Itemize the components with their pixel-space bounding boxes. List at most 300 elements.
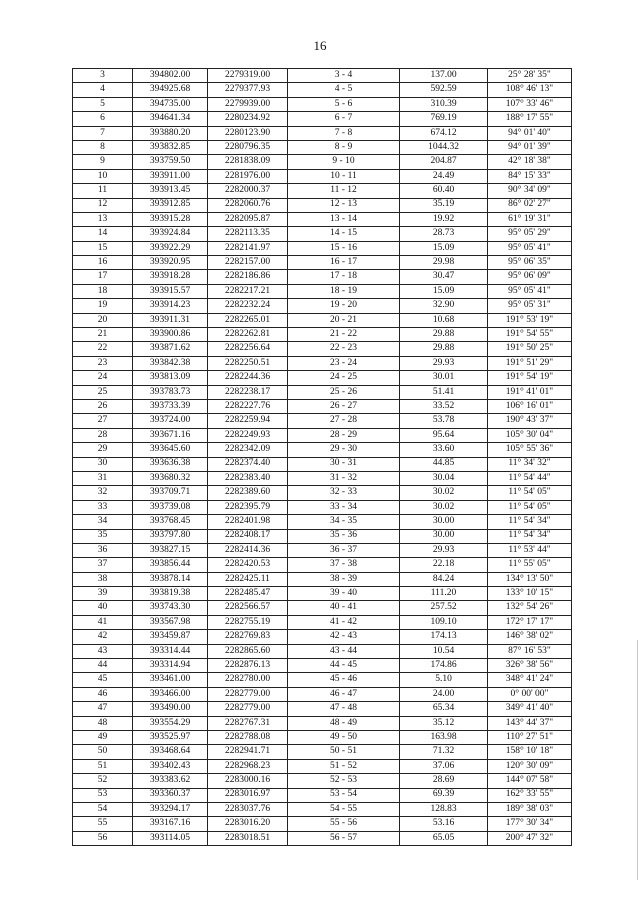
point-number-cell: 42 [73, 630, 133, 644]
table-row [73, 774, 572, 788]
table-row [73, 659, 572, 673]
point-number-cell: 40 [73, 601, 133, 615]
table-row [73, 198, 572, 212]
x-coordinate-cell: 393709.71 [133, 486, 208, 500]
bearing-cell: 348° 41' 24" [488, 673, 572, 687]
y-coordinate-cell: 2282262.81 [208, 328, 288, 342]
point-number-cell: 51 [73, 759, 133, 773]
bearing-cell: 105° 55' 36" [488, 443, 572, 457]
segment-cell: 17 - 18 [288, 270, 400, 284]
x-coordinate-cell: 393294.17 [133, 802, 208, 816]
segment-cell: 55 - 56 [288, 817, 400, 831]
bearing-cell: 349° 41' 40" [488, 702, 572, 716]
x-coordinate-cell: 393360.37 [133, 788, 208, 802]
table-row [73, 328, 572, 342]
table-row [73, 385, 572, 399]
bearing-cell: 107° 33' 46" [488, 97, 572, 111]
x-coordinate-cell: 393167.16 [133, 817, 208, 831]
segment-cell: 11 - 12 [288, 184, 400, 198]
point-number-cell: 53 [73, 788, 133, 802]
bearing-cell: 144° 07' 58" [488, 774, 572, 788]
x-coordinate-cell: 393114.05 [133, 831, 208, 845]
segment-cell: 13 - 14 [288, 212, 400, 226]
point-number-cell: 25 [73, 385, 133, 399]
bearing-cell: 326° 38' 56" [488, 659, 572, 673]
point-number-cell: 22 [73, 342, 133, 356]
distance-cell: 163.98 [400, 730, 488, 744]
point-number-cell: 50 [73, 745, 133, 759]
y-coordinate-cell: 2283037.76 [208, 802, 288, 816]
distance-cell: 30.00 [400, 529, 488, 543]
x-coordinate-cell: 393914.23 [133, 299, 208, 313]
point-number-cell: 7 [73, 126, 133, 140]
segment-cell: 43 - 44 [288, 644, 400, 658]
y-coordinate-cell: 2281838.09 [208, 155, 288, 169]
table-row [73, 730, 572, 744]
table-row [73, 126, 572, 140]
segment-cell: 54 - 55 [288, 802, 400, 816]
point-number-cell: 23 [73, 356, 133, 370]
x-coordinate-cell: 393724.00 [133, 414, 208, 428]
point-number-cell: 4 [73, 83, 133, 97]
table-row [73, 155, 572, 169]
distance-cell: 44.85 [400, 457, 488, 471]
distance-cell: 29.93 [400, 543, 488, 557]
point-number-cell: 5 [73, 97, 133, 111]
segment-cell: 45 - 46 [288, 673, 400, 687]
table-row [73, 399, 572, 413]
y-coordinate-cell: 2282095.87 [208, 212, 288, 226]
point-number-cell: 32 [73, 486, 133, 500]
point-number-cell: 34 [73, 515, 133, 529]
point-number-cell: 55 [73, 817, 133, 831]
page-number: 16 [313, 38, 327, 53]
point-number-cell: 36 [73, 543, 133, 557]
bearing-cell: 177° 30' 34" [488, 817, 572, 831]
segment-cell: 31 - 32 [288, 471, 400, 485]
x-coordinate-cell: 393525.97 [133, 730, 208, 744]
point-number-cell: 35 [73, 529, 133, 543]
point-number-cell: 48 [73, 716, 133, 730]
segment-cell: 6 - 7 [288, 112, 400, 126]
distance-cell: 30.04 [400, 471, 488, 485]
distance-cell: 30.01 [400, 371, 488, 385]
y-coordinate-cell: 2282000.37 [208, 184, 288, 198]
segment-cell: 3 - 4 [288, 69, 400, 83]
x-coordinate-cell: 393913.45 [133, 184, 208, 198]
x-coordinate-cell: 393856.44 [133, 558, 208, 572]
bearing-cell: 94° 01' 39" [488, 140, 572, 154]
point-number-cell: 44 [73, 659, 133, 673]
distance-cell: 111.20 [400, 587, 488, 601]
distance-cell: 84.24 [400, 572, 488, 586]
y-coordinate-cell: 2282060.76 [208, 198, 288, 212]
table-row [73, 500, 572, 514]
point-number-cell: 45 [73, 673, 133, 687]
x-coordinate-cell: 393645.60 [133, 443, 208, 457]
table-row [73, 702, 572, 716]
table-row [73, 471, 572, 485]
bearing-cell: 132° 54' 26" [488, 601, 572, 615]
distance-cell: 65.05 [400, 831, 488, 845]
segment-cell: 5 - 6 [288, 97, 400, 111]
x-coordinate-cell: 393827.15 [133, 543, 208, 557]
point-number-cell: 8 [73, 140, 133, 154]
bearing-cell: 11° 55' 05" [488, 558, 572, 572]
table-row [73, 457, 572, 471]
bearing-cell: 158° 10' 18" [488, 745, 572, 759]
y-coordinate-cell: 2282425.11 [208, 572, 288, 586]
table-row [73, 802, 572, 816]
point-number-cell: 28 [73, 428, 133, 442]
table-row [73, 112, 572, 126]
y-coordinate-cell: 2282780.00 [208, 673, 288, 687]
y-coordinate-cell: 2282383.40 [208, 471, 288, 485]
x-coordinate-cell: 393466.00 [133, 687, 208, 701]
distance-cell: 592.59 [400, 83, 488, 97]
point-number-cell: 49 [73, 730, 133, 744]
x-coordinate-cell: 393842.38 [133, 356, 208, 370]
distance-cell: 33.52 [400, 399, 488, 413]
y-coordinate-cell: 2282420.53 [208, 558, 288, 572]
x-coordinate-cell: 393832.85 [133, 140, 208, 154]
x-coordinate-cell: 393880.20 [133, 126, 208, 140]
x-coordinate-cell: 393871.62 [133, 342, 208, 356]
segment-cell: 28 - 29 [288, 428, 400, 442]
x-coordinate-cell: 393567.98 [133, 615, 208, 629]
segment-cell: 47 - 48 [288, 702, 400, 716]
distance-cell: 65.34 [400, 702, 488, 716]
y-coordinate-cell: 2280234.92 [208, 112, 288, 126]
segment-cell: 20 - 21 [288, 313, 400, 327]
x-coordinate-cell: 393680.32 [133, 471, 208, 485]
distance-cell: 10.68 [400, 313, 488, 327]
x-coordinate-cell: 393813.09 [133, 371, 208, 385]
point-number-cell: 39 [73, 587, 133, 601]
x-coordinate-cell: 393461.00 [133, 673, 208, 687]
bearing-cell: 11° 34' 32" [488, 457, 572, 471]
bearing-cell: 94° 01' 40" [488, 126, 572, 140]
bearing-cell: 95° 05' 41" [488, 284, 572, 298]
y-coordinate-cell: 2282755.19 [208, 615, 288, 629]
distance-cell: 30.02 [400, 500, 488, 514]
x-coordinate-cell: 393402.43 [133, 759, 208, 773]
y-coordinate-cell: 2282265.01 [208, 313, 288, 327]
table-row [73, 313, 572, 327]
y-coordinate-cell: 2282408.17 [208, 529, 288, 543]
table-row [73, 212, 572, 226]
point-number-cell: 31 [73, 471, 133, 485]
y-coordinate-cell: 2282401.98 [208, 515, 288, 529]
y-coordinate-cell: 2282186.86 [208, 270, 288, 284]
y-coordinate-cell: 2282779.00 [208, 702, 288, 716]
table-row [73, 356, 572, 370]
bearing-cell: 95° 05' 31" [488, 299, 572, 313]
bearing-cell: 134° 13' 50" [488, 572, 572, 586]
y-coordinate-cell: 2279377.93 [208, 83, 288, 97]
table-row [73, 256, 572, 270]
distance-cell: 32.90 [400, 299, 488, 313]
segment-cell: 36 - 37 [288, 543, 400, 557]
y-coordinate-cell: 2282113.35 [208, 227, 288, 241]
table-row [73, 644, 572, 658]
x-coordinate-cell: 393733.39 [133, 399, 208, 413]
y-coordinate-cell: 2282788.08 [208, 730, 288, 744]
point-number-cell: 21 [73, 328, 133, 342]
point-number-cell: 11 [73, 184, 133, 198]
x-coordinate-cell: 393554.29 [133, 716, 208, 730]
distance-cell: 35.19 [400, 198, 488, 212]
distance-cell: 174.13 [400, 630, 488, 644]
segment-cell: 27 - 28 [288, 414, 400, 428]
table-row [73, 601, 572, 615]
distance-cell: 109.10 [400, 615, 488, 629]
distance-cell: 30.00 [400, 515, 488, 529]
table-row [73, 69, 572, 83]
point-number-cell: 17 [73, 270, 133, 284]
segment-cell: 49 - 50 [288, 730, 400, 744]
bearing-cell: 191° 53' 19" [488, 313, 572, 327]
segment-cell: 15 - 16 [288, 241, 400, 255]
bearing-cell: 191° 51' 29" [488, 356, 572, 370]
x-coordinate-cell: 393468.64 [133, 745, 208, 759]
y-coordinate-cell: 2283016.97 [208, 788, 288, 802]
bearing-cell: 110° 27' 51" [488, 730, 572, 744]
y-coordinate-cell: 2283018.51 [208, 831, 288, 845]
table-row [73, 673, 572, 687]
point-number-cell: 3 [73, 69, 133, 83]
x-coordinate-cell: 393759.50 [133, 155, 208, 169]
y-coordinate-cell: 2282217.21 [208, 284, 288, 298]
segment-cell: 40 - 41 [288, 601, 400, 615]
y-coordinate-cell: 2282259.94 [208, 414, 288, 428]
table-row [73, 558, 572, 572]
bearing-cell: 84° 15' 33" [488, 169, 572, 183]
segment-cell: 30 - 31 [288, 457, 400, 471]
bearing-cell: 200° 47' 32" [488, 831, 572, 845]
distance-cell: 310.39 [400, 97, 488, 111]
coordinates-table-body [73, 69, 572, 846]
distance-cell: 19.92 [400, 212, 488, 226]
segment-cell: 4 - 5 [288, 83, 400, 97]
segment-cell: 29 - 30 [288, 443, 400, 457]
segment-cell: 51 - 52 [288, 759, 400, 773]
distance-cell: 10.54 [400, 644, 488, 658]
table-row [73, 428, 572, 442]
table-row [73, 515, 572, 529]
segment-cell: 38 - 39 [288, 572, 400, 586]
y-coordinate-cell: 2282157.00 [208, 256, 288, 270]
bearing-cell: 90° 34' 09" [488, 184, 572, 198]
segment-cell: 56 - 57 [288, 831, 400, 845]
distance-cell: 28.69 [400, 774, 488, 788]
table-row [73, 788, 572, 802]
table-row [73, 97, 572, 111]
segment-cell: 44 - 45 [288, 659, 400, 673]
table-row [73, 299, 572, 313]
segment-cell: 32 - 33 [288, 486, 400, 500]
point-number-cell: 16 [73, 256, 133, 270]
distance-cell: 33.60 [400, 443, 488, 457]
point-number-cell: 37 [73, 558, 133, 572]
bearing-cell: 191° 50' 25" [488, 342, 572, 356]
segment-cell: 52 - 53 [288, 774, 400, 788]
point-number-cell: 41 [73, 615, 133, 629]
segment-cell: 48 - 49 [288, 716, 400, 730]
table-row [73, 284, 572, 298]
distance-cell: 769.19 [400, 112, 488, 126]
bearing-cell: 191° 54' 19" [488, 371, 572, 385]
segment-cell: 33 - 34 [288, 500, 400, 514]
segment-cell: 24 - 25 [288, 371, 400, 385]
y-coordinate-cell: 2280796.35 [208, 140, 288, 154]
y-coordinate-cell: 2282232.24 [208, 299, 288, 313]
bearing-cell: 11° 54' 05" [488, 500, 572, 514]
table-row [73, 443, 572, 457]
point-number-cell: 27 [73, 414, 133, 428]
bearing-cell: 106° 16' 01" [488, 399, 572, 413]
table-row [73, 572, 572, 586]
distance-cell: 1044.32 [400, 140, 488, 154]
y-coordinate-cell: 2282244.36 [208, 371, 288, 385]
table-row [73, 140, 572, 154]
distance-cell: 29.98 [400, 256, 488, 270]
point-number-cell: 54 [73, 802, 133, 816]
y-coordinate-cell: 2282968.23 [208, 759, 288, 773]
bearing-cell: 172° 17' 17" [488, 615, 572, 629]
table-row [73, 529, 572, 543]
segment-cell: 14 - 15 [288, 227, 400, 241]
bearing-cell: 162° 33' 55" [488, 788, 572, 802]
table-row [73, 759, 572, 773]
segment-cell: 37 - 38 [288, 558, 400, 572]
distance-cell: 24.49 [400, 169, 488, 183]
table-row [73, 630, 572, 644]
bearing-cell: 11° 54' 05" [488, 486, 572, 500]
y-coordinate-cell: 2282414.36 [208, 543, 288, 557]
bearing-cell: 120° 30' 09" [488, 759, 572, 773]
y-coordinate-cell: 2282767.31 [208, 716, 288, 730]
y-coordinate-cell: 2282566.57 [208, 601, 288, 615]
y-coordinate-cell: 2282941.71 [208, 745, 288, 759]
segment-cell: 46 - 47 [288, 687, 400, 701]
bearing-cell: 146° 38' 02" [488, 630, 572, 644]
distance-cell: 60.40 [400, 184, 488, 198]
point-number-cell: 14 [73, 227, 133, 241]
distance-cell: 30.02 [400, 486, 488, 500]
table-row [73, 543, 572, 557]
y-coordinate-cell: 2283000.16 [208, 774, 288, 788]
bearing-cell: 86° 02' 27" [488, 198, 572, 212]
y-coordinate-cell: 2281976.00 [208, 169, 288, 183]
point-number-cell: 46 [73, 687, 133, 701]
point-number-cell: 13 [73, 212, 133, 226]
x-coordinate-cell: 393783.73 [133, 385, 208, 399]
table-row [73, 831, 572, 845]
distance-cell: 30.47 [400, 270, 488, 284]
y-coordinate-cell: 2282249.93 [208, 428, 288, 442]
table-row [73, 587, 572, 601]
segment-cell: 10 - 11 [288, 169, 400, 183]
distance-cell: 37.06 [400, 759, 488, 773]
x-coordinate-cell: 393768.45 [133, 515, 208, 529]
bearing-cell: 95° 06' 09" [488, 270, 572, 284]
point-number-cell: 38 [73, 572, 133, 586]
point-number-cell: 19 [73, 299, 133, 313]
table-row [73, 745, 572, 759]
distance-cell: 29.93 [400, 356, 488, 370]
y-coordinate-cell: 2282256.64 [208, 342, 288, 356]
bearing-cell: 11° 53' 44" [488, 543, 572, 557]
table-row [73, 342, 572, 356]
table-row [73, 270, 572, 284]
distance-cell: 5.10 [400, 673, 488, 687]
segment-cell: 21 - 22 [288, 328, 400, 342]
table-row [73, 169, 572, 183]
bearing-cell: 42° 18' 38" [488, 155, 572, 169]
point-number-cell: 9 [73, 155, 133, 169]
segment-cell: 53 - 54 [288, 788, 400, 802]
x-coordinate-cell: 393915.28 [133, 212, 208, 226]
x-coordinate-cell: 393922.29 [133, 241, 208, 255]
x-coordinate-cell: 393671.16 [133, 428, 208, 442]
point-number-cell: 43 [73, 644, 133, 658]
segment-cell: 35 - 36 [288, 529, 400, 543]
segment-cell: 22 - 23 [288, 342, 400, 356]
bearing-cell: 95° 05' 29" [488, 227, 572, 241]
distance-cell: 28.73 [400, 227, 488, 241]
y-coordinate-cell: 2282250.51 [208, 356, 288, 370]
y-coordinate-cell: 2282374.40 [208, 457, 288, 471]
y-coordinate-cell: 2282876.13 [208, 659, 288, 673]
x-coordinate-cell: 393314.94 [133, 659, 208, 673]
table-row [73, 414, 572, 428]
x-coordinate-cell: 393743.30 [133, 601, 208, 615]
y-coordinate-cell: 2282779.00 [208, 687, 288, 701]
x-coordinate-cell: 393636.38 [133, 457, 208, 471]
distance-cell: 204.87 [400, 155, 488, 169]
distance-cell: 174.86 [400, 659, 488, 673]
x-coordinate-cell: 394735.00 [133, 97, 208, 111]
segment-cell: 26 - 27 [288, 399, 400, 413]
bearing-cell: 11° 54' 34" [488, 515, 572, 529]
point-number-cell: 10 [73, 169, 133, 183]
bearing-cell: 188° 17' 55" [488, 112, 572, 126]
x-coordinate-cell: 393924.84 [133, 227, 208, 241]
bearing-cell: 189° 38' 03" [488, 802, 572, 816]
table-row [73, 486, 572, 500]
bearing-cell: 191° 41' 01" [488, 385, 572, 399]
distance-cell: 257.52 [400, 601, 488, 615]
x-coordinate-cell: 393383.62 [133, 774, 208, 788]
x-coordinate-cell: 393900.86 [133, 328, 208, 342]
table-row [73, 371, 572, 385]
segment-cell: 39 - 40 [288, 587, 400, 601]
distance-cell: 24.00 [400, 687, 488, 701]
x-coordinate-cell: 393911.00 [133, 169, 208, 183]
table-row [73, 817, 572, 831]
bearing-cell: 0° 00' 00" [488, 687, 572, 701]
table-row [73, 687, 572, 701]
y-coordinate-cell: 2282141.97 [208, 241, 288, 255]
segment-cell: 50 - 51 [288, 745, 400, 759]
distance-cell: 137.00 [400, 69, 488, 83]
point-number-cell: 30 [73, 457, 133, 471]
segment-cell: 16 - 17 [288, 256, 400, 270]
x-coordinate-cell: 393911.31 [133, 313, 208, 327]
segment-cell: 41 - 42 [288, 615, 400, 629]
point-number-cell: 18 [73, 284, 133, 298]
